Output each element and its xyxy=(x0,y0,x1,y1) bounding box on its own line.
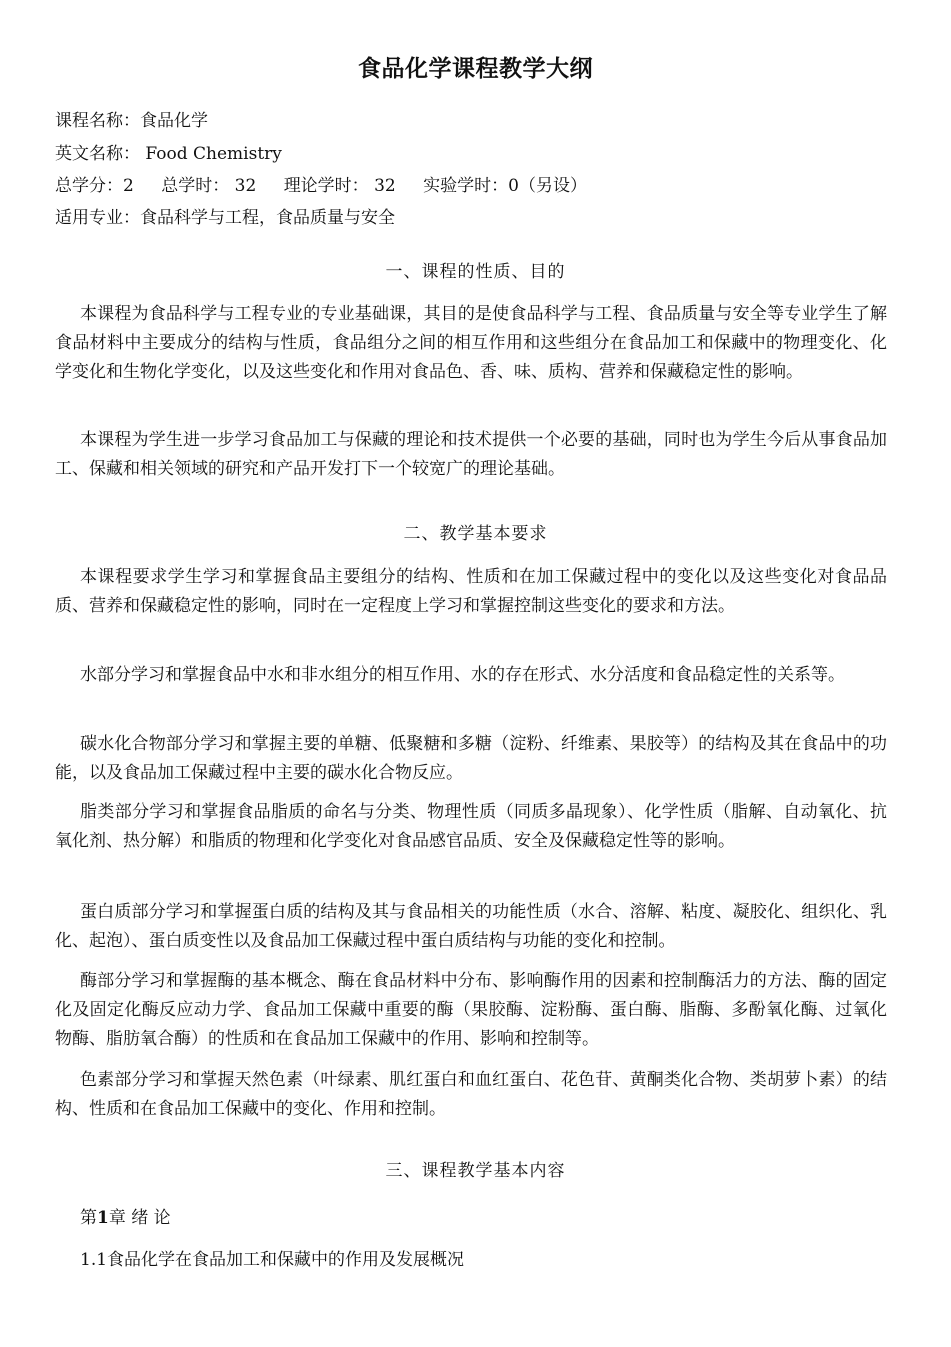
paragraph: 蛋白质部分学习和掌握蛋白质的结构及其与食品相关的功能性质（水合、溶解、粘度、凝胶化、组织化、乳化、起泡）、蛋白质变性以及食品加工保藏过程中蛋白质结构与功能的变化和控制。 xyxy=(55,902,887,951)
paragraph: 碳水化合物部分学习和掌握主要的单糖、低聚糖和多糖（淀粉、纤维素、果胶等）的结构及其在食品中的功能，以及食品加工保藏过程中主要的碳水化合物反应。 xyxy=(55,734,887,783)
course-name: 课程名称：食品化学 xyxy=(55,111,208,131)
chapter-name: 章 绪 论 xyxy=(108,1208,171,1228)
theory-hours: 理论学时： 32 xyxy=(283,176,396,196)
subsection-title: 1.1食品化学在食品加工和保藏中的作用及发展概况 xyxy=(80,1250,465,1270)
section-heading-1: 一、课程的性质、目的 xyxy=(385,262,566,282)
paragraph: 脂类部分学习和掌握食品脂质的命名与分类、物理性质（同质多晶现象）、化学性质（脂解、自动氧化、抗氧化剂、热分解）和脂质的物理和化学变化对食品感官品质、安全及保藏稳定性等的影响。 xyxy=(55,802,887,851)
english-name: 英文名称： Food Chemistry xyxy=(55,144,282,164)
total-hours: 总学时： 32 xyxy=(161,176,257,196)
paragraph: 色素部分学习和掌握天然色素（叶绿素、肌红蛋白和血红蛋白、花色苷、黄酮类化合物、类胡萝卜素）的结构、性质和在食品加工保藏中的变化、作用和控制。 xyxy=(55,1070,887,1119)
paragraph: 酶部分学习和掌握酶的基本概念、酶在食品材料中分布、影响酶作用的因素和控制酶活力的方法、酶的固定化及固定化酶反应动力学、食品加工保藏中重要的酶（果胶酶、淀粉酶、蛋白酶、脂酶、多酚氧化酶、过氧化物酶、脂肪氧合酶）的性质和在食品加工保藏中的作用、影响和控制等。 xyxy=(55,971,887,1049)
paragraph: 本课程为学生进一步学习食品加工与保藏的理论和技术提供一个必要的基础，同时也为学生今后从事食品加工、保藏和相关领域的研究和产品开发打下一个较宽广的理论基础。 xyxy=(55,430,887,479)
chapter-number: 1 xyxy=(97,1208,109,1228)
section-heading-2: 二、教学基本要求 xyxy=(403,524,548,544)
chapter-title xyxy=(80,1203,171,1228)
hours-line xyxy=(55,174,587,198)
paragraph: 水部分学习和掌握食品中水和非水组分的相互作用、水的存在形式、水分活度和食品稳定性的关系等。 xyxy=(80,665,845,685)
document-title: 食品化学课程教学大纲 xyxy=(358,56,593,82)
paragraph: 本课程要求学生学习和掌握食品主要组分的结构、性质和在加工保藏过程中的变化以及这些变化对食品品质、营养和保藏稳定性的影响，同时在一定程度上学习和掌握控制这些变化的要求和方法。 xyxy=(55,567,887,616)
chapter-prefix: 第 xyxy=(80,1208,97,1228)
lab-hours: 实验学时：0（另设） xyxy=(423,176,587,196)
applicable-majors: 适用专业：食品科学与工程，食品质量与安全 xyxy=(55,208,395,228)
total-credits: 总学分：2 xyxy=(55,176,134,196)
paragraph: 本课程为食品科学与工程专业的专业基础课，其目的是使食品科学与工程、食品质量与安全等专业学生了解食品材料中主要成分的结构与性质，食品组分之间的相互作用和这些组分在食品加工和保藏中的物理变化、化学变化和生物化学变化，以及这些变化和作用对食品色、香、味、质构、营养和保藏稳定性的影响。 xyxy=(55,304,887,382)
section-heading-3: 三、课程教学基本内容 xyxy=(385,1161,566,1181)
